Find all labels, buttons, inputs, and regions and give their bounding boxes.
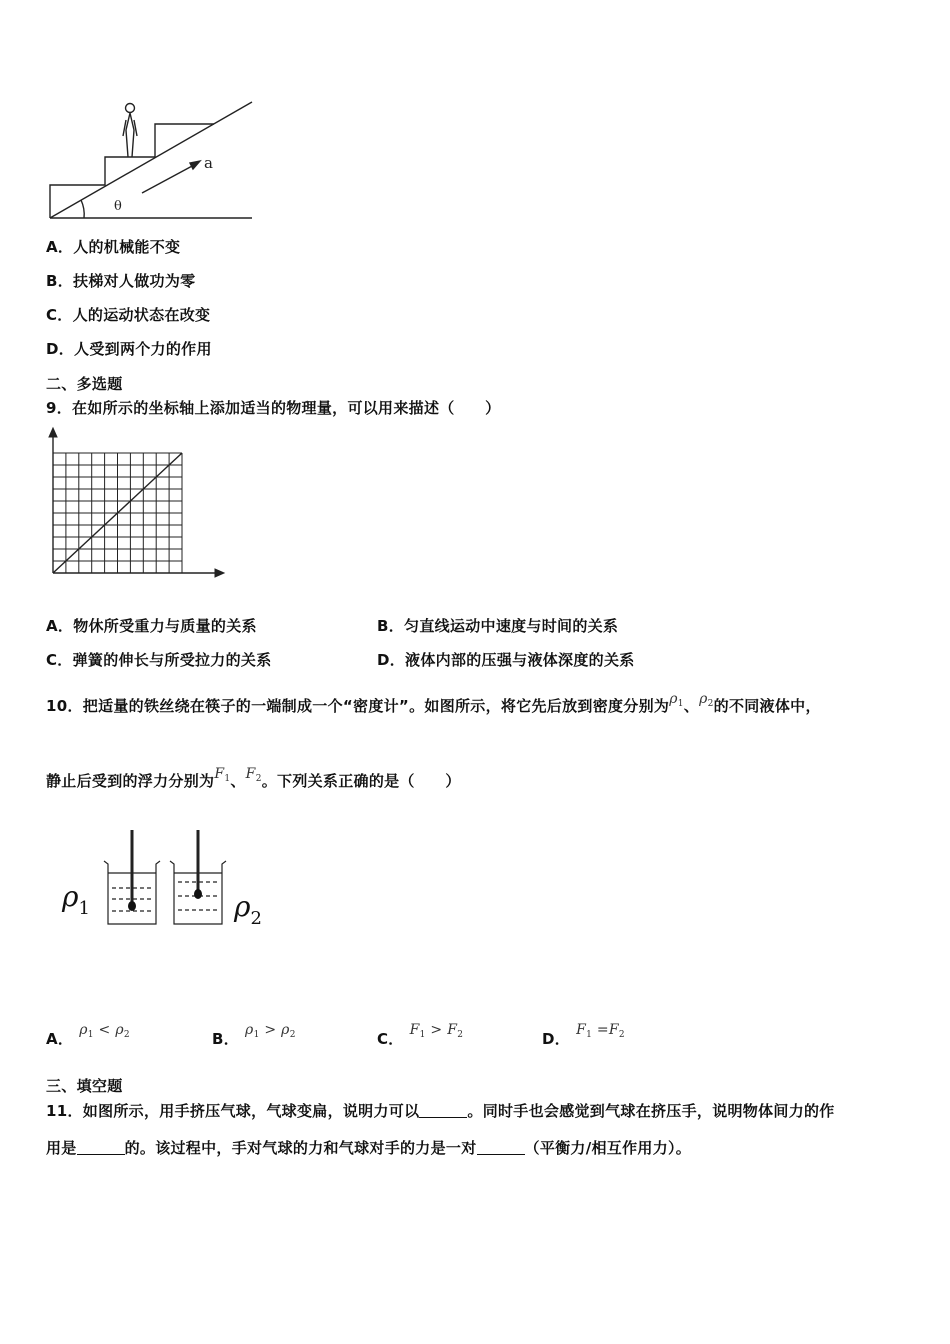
density-meter-figure	[56, 826, 276, 936]
q8-option-b: B．扶梯对人做功为零	[46, 272, 196, 290]
answer-blank-2[interactable]	[77, 1140, 125, 1155]
svg-text:ρ2: $\rho_2$	[234, 890, 262, 929]
section-title-multiple-choice: 二、多选题	[46, 375, 123, 393]
linear-graph-figure	[40, 426, 226, 582]
q11-line1: 11．如图所示，用手挤压气球，气球变扁，说明力可以 。同时手也会感觉到气球在挤压手，说明物体间力的作	[46, 1102, 835, 1120]
q9-option-b: B．匀直线运动中速度与时间的关系	[377, 617, 619, 635]
q9-option-c: C．弹簧的伸长与所受拉力的关系	[46, 651, 272, 669]
q8-option-c: C．人的运动状态在改变	[46, 306, 211, 324]
q11-line2: 用是 的。该过程中，手对气球的力和气球对手的力是一对 （平衡力/相互作用力）。	[46, 1139, 692, 1157]
q8-option-d: D．人受到两个力的作用	[46, 340, 212, 358]
svg-text:ρ1: $\rho_1$	[62, 880, 90, 919]
q8-option-a: A．人的机械能不变	[46, 238, 181, 256]
rho1-label: ρ	[62, 880, 79, 913]
q9-stem: 9．在如所示的坐标轴上添加适当的物理量，可以用来描述（ ）	[46, 399, 501, 417]
q10-stem-line1: 10．把适量的铁丝绕在筷子的一端制成一个“密度计”。如图所示，将它先后放到密度分别为$\rho_1$、$\rho_2$的不同液体中，	[46, 691, 821, 715]
section-title-fill-in: 三、填空题	[46, 1077, 123, 1095]
escalator-figure	[44, 96, 258, 224]
q9-option-a: A．物休所受重力与质量的关系	[46, 617, 257, 635]
angle-label: θ	[114, 199, 122, 214]
acceleration-label: a	[204, 154, 213, 172]
answer-blank-1[interactable]	[419, 1103, 467, 1118]
q10-option-d: D． $F_1 =F_2$	[542, 1022, 625, 1048]
rho2-label: ρ	[234, 890, 251, 923]
q10-option-a: A． $\rho_1 < \rho_2$	[46, 1022, 130, 1048]
q10-option-b: B． $\rho_1 > \rho_2$	[212, 1022, 296, 1048]
answer-blank-3[interactable]	[477, 1140, 525, 1155]
q9-option-d: D．液体内部的压强与液体深度的关系	[377, 651, 635, 669]
q10-stem-line2: 静止后受到的浮力分别为$F_1$、$F_2$。下列关系正确的是（ ）	[46, 766, 461, 790]
q10-option-c: C． $F_1 > F_2$	[377, 1022, 464, 1048]
